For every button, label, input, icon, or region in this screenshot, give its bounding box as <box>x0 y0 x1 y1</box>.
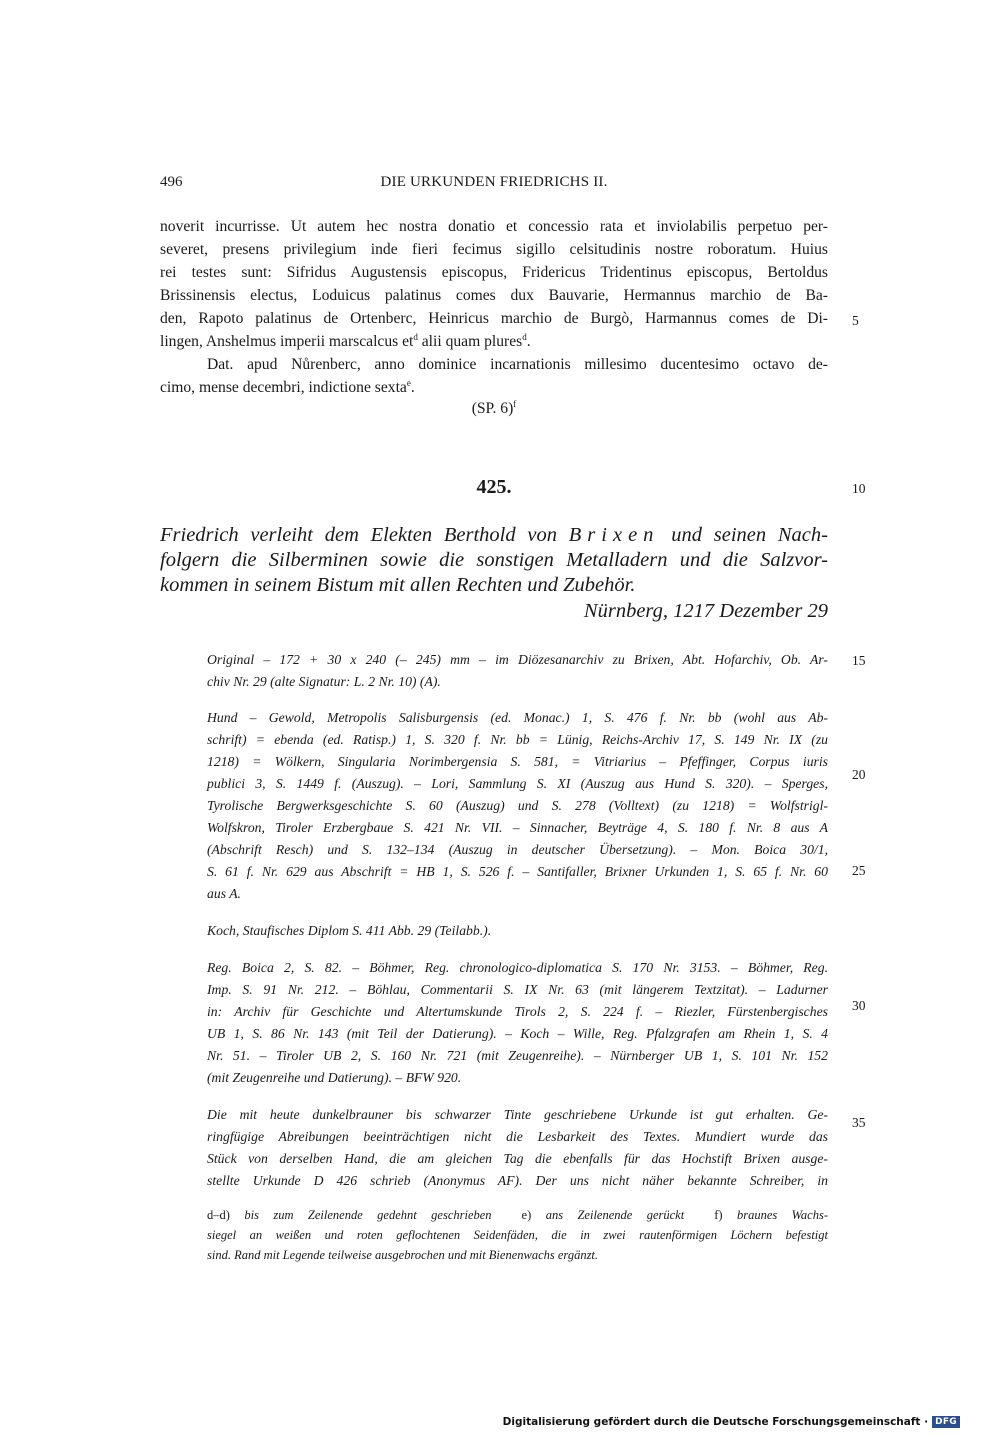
line-number: 35 <box>852 1115 866 1130</box>
apparatus-line: Original – 172 + 30 x 240 (– 245) mm – im Diözesanarchiv zu Brixen, Abt. Hofarchiv, Ob. Ar- <box>207 652 828 667</box>
apparatus-line: Hund – Gewold, Metropolis Salisburgensis (ed. Monac.) 1, S. 476 f. Nr. bb (wohl aus Ab- <box>207 710 828 725</box>
text-line: Brissinensis electus, Loduicus palatinus comes dux Bauvarie, Hermannus marchio de Ba- <box>160 287 828 304</box>
apparatus-line: Reg. Boica 2, S. 82. – Böhmer, Reg. chronologico-diplomatica S. 170 Nr. 3153. – Böhmer, Reg. <box>207 960 828 975</box>
apparatus-line: ringfügige Abreibungen beeinträchtigen nicht die Lesbarkeit des Textes. Mundiert wurde das <box>207 1129 828 1144</box>
apparatus-line: schrift) = ebenda (ed. Ratisp.) 1, S. 320 f. Nr. bb = Lünig, Reichs-Archiv 17, S. 149 Nr. IX (zu <box>207 732 828 747</box>
footnote-ref: e <box>406 377 411 388</box>
text-line: severet, presens privilegium inde fieri fecimus sigillo celsitudinis nostre roboratum. Huius <box>160 241 828 258</box>
apparatus-line: aus A. <box>207 886 241 901</box>
apparatus-line: Tyrolische Bergwerksgeschichte S. 60 (Auszug) und S. 278 (Volltext) (zu 1218) = Wolfstrigl- <box>207 798 828 813</box>
line-number: 25 <box>852 863 866 878</box>
apparatus-line: Nr. 51. – Tiroler UB 2, S. 160 Nr. 721 (mit Zeugenreihe). – Nürnberger UB 1, S. 101 Nr. 152 <box>207 1048 828 1063</box>
document-number: 425. <box>476 476 512 498</box>
regest-line: kommen in seinem Bistum mit allen Rechten und Zubehör. <box>160 574 636 596</box>
apparatus-line: Koch, Staufisches Diplom S. 411 Abb. 29 (Teilabb.). <box>207 923 492 938</box>
apparatus-line: stellte Urkunde D 426 schrieb (Anonymus AF). Der uns nicht näher bekannte Schreiber, in <box>207 1173 828 1188</box>
apparatus-line: S. 61 f. Nr. 629 aus Abschrift = HB 1, S. 526 f. – Santifaller, Brixner Urkunden 1, S. 65 f. Nr. 60 <box>207 864 828 879</box>
footnote-line: siegel an weißen und roten geflochtenen Seidenfäden, die in zwei rautenförmigen Löchern befestigt <box>207 1228 828 1242</box>
dfg-logo: DFG <box>932 1416 960 1428</box>
apparatus-line: UB 1, S. 86 Nr. 143 (mit Teil der Datierung). – Koch – Wille, Reg. Pfalzgrafen am Rhein 1, S. 4 <box>207 1026 828 1041</box>
seal-note: (SP. 6)$^f$ <box>471 398 517 417</box>
dating-line: cimo, mense decembri, indictione sexta$^e$. <box>160 377 415 396</box>
apparatus-line: chiv Nr. 29 (alte Signatur: L. 2 Nr. 10) (A). <box>207 674 441 689</box>
regest-dateline: Nürnberg, 1217 Dezember 29 <box>583 600 828 622</box>
line-number: 5 <box>852 313 859 328</box>
page-header <box>160 174 828 196</box>
footnote-line: d–d) bis zum Zeilenende gedehnt geschrieben e) ans Zeilenende gerückt f) braunes Wachs- <box>207 1208 829 1222</box>
text-line: noverit incurrisse. Ut autem hec nostra donatio et concessio rata et inviolabilis perpetuo per- <box>160 218 828 235</box>
dating-line: Dat. apud Nůrenberc, anno dominice incarnationis millesimo ducentesimo octavo de- <box>207 356 828 373</box>
apparatus-line: Stück von derselben Hand, die am gleichen Tag die ebenfalls für das Hochstift Brixen ausge- <box>207 1151 828 1166</box>
text-line: lingen, Anshelmus imperii marscalcus $et^d$ alii quam plures$^d$. <box>160 331 531 350</box>
footnote-ref: f <box>513 398 517 409</box>
apparatus-line: Imp. S. 91 Nr. 212. – Böhlau, Commentarii S. IX Nr. 63 (mit längerem Textzitat). – Ladurner <box>207 982 828 997</box>
footnote-ref: d <box>413 331 418 342</box>
text-line: rei testes sunt: Sifridus Augustensis episcopus, Fridericus Tridentinus episcopus, Bertoldus <box>160 264 828 281</box>
text-line: den, Rapoto palatinus de Ortenberc, Heinricus marchio de Burgò, Harmannus comes de Di- <box>160 310 828 327</box>
page-number: 496 <box>160 174 183 190</box>
regest-line: folgern die Silberminen sowie die sonstigen Metalladern und die Salzvor- <box>160 549 828 571</box>
place-name: Brixen <box>568 524 660 546</box>
footnote-line: sind. Rand mit Legende teilweise ausgebrochen und mit Bienenwachs ergänzt. <box>207 1248 599 1262</box>
footnote-ref: d <box>522 331 527 342</box>
apparatus-line: Die mit heute dunkelbrauner bis schwarzer Tinte geschriebene Urkunde ist gut erhalten. Ge- <box>207 1107 828 1122</box>
apparatus-line: (mit Zeugenreihe und Datierung). – BFW 920. <box>207 1070 462 1085</box>
footer-text: Digitalisierung gefördert durch die Deutsche Forschungsgemeinschaft · <box>502 1416 929 1428</box>
apparatus-line: publici 3, S. 1449 f. (Auszug). – Lori, Sammlung S. XI (Auszug aus Hund S. 320). – Sperges, <box>207 776 828 791</box>
line-number: 30 <box>852 998 866 1013</box>
apparatus-line: in: Archiv für Geschichte und Altertumskunde Tirols 2, S. 224 f. – Riezler, Fürstenbergisches <box>207 1004 828 1019</box>
apparatus-line: (Abschrift Resch) und S. 132–134 (Auszug in deutscher Übersetzung). – Mon. Boica 30/1, <box>207 842 828 857</box>
line-number: 15 <box>852 653 866 668</box>
running-title: DIE URKUNDEN FRIEDRICHS II. <box>380 174 608 190</box>
regest-line: Friedrich verleiht dem Elekten Berthold von Brixen und seinen Nach- <box>160 524 828 546</box>
apparatus-line: Wolfskron, Tiroler Erzbergbaue S. 421 Nr. VII. – Sinnacher, Beyträge 4, S. 180 f. Nr. 8 aus A <box>207 820 828 835</box>
line-number: 10 <box>852 481 866 496</box>
apparatus-line: 1218) = Wölkern, Singularia Norimbergensia S. 581, = Vitriarius – Pfeffinger, Corpus iuris <box>207 754 828 769</box>
digitization-footer <box>503 1416 960 1428</box>
line-number: 20 <box>852 767 866 782</box>
